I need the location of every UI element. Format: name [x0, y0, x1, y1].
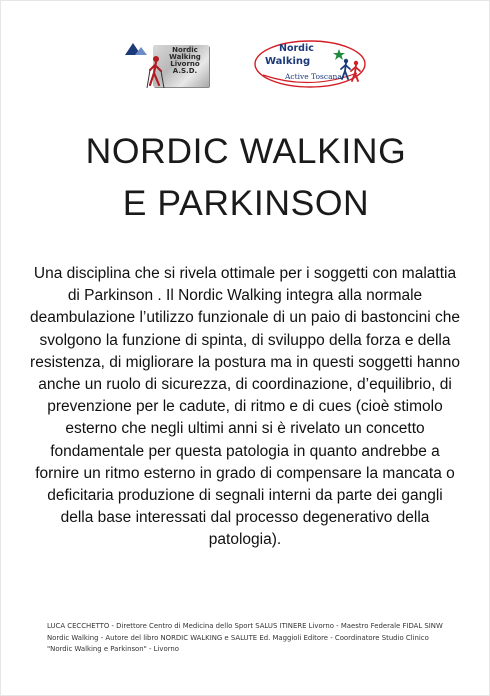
nordic-walking-livorno-logo: [119, 41, 211, 89]
logo-text-nordic: Nordic: [279, 43, 314, 54]
title-line-2: E PARKINSON: [122, 183, 370, 223]
author-credits: LUCA CECCHETTO - Direttore Centro di Medicina dello Sport SALUS ITINERE Livorno - Maestro Federale FIDAL SINW Nordic Walking - Autore del libro NORDIC WALKING e SALUTE Ed. Maggioli Editore - Coordinatore Studio Clinico "Nordic Walking e Parkinson" - Livorno: [47, 622, 443, 653]
logo-text-active-toscana: Active Toscana: [285, 72, 342, 81]
logo-plaque-text: Nordic Walking Livorno A.S.D.: [169, 46, 201, 75]
page-title: [1, 125, 490, 229]
nordic-walkers-icon: [333, 47, 363, 83]
title-line-1: NORDIC WALKING: [85, 131, 407, 171]
body-paragraph: Una disciplina che si rivela ottimale per i soggetti con malattia di Parkinson . Il Nordic Walking integra alla normale deambulazione l’utilizzo funzionale di un paio di bastoncini che svolgono la funzione di spinta, di sviluppo della forza e della resistenza, di migliorare la postura ma in questi soggetti hanno anche un ruolo di sicurezza, di coordinazione, d’equilibrio, di prevenzione per le cadute, di ritmo e di cues (cioè stimolo esterno che negli ultimi anni si è rivelato un concetto fondamentale per questa patologia in quanto andrebbe a fornire un ritmo esterno in grado di compensare la mancata o deficitaria produzione di segnali interni da parte dei gangli della base interessati dal processo degenerativo della patologia).: [30, 265, 460, 549]
logo-text-walking: Walking: [265, 56, 311, 67]
nordic-walking-active-toscana-logo: [253, 39, 367, 89]
walker-figure-icon: [145, 55, 167, 89]
